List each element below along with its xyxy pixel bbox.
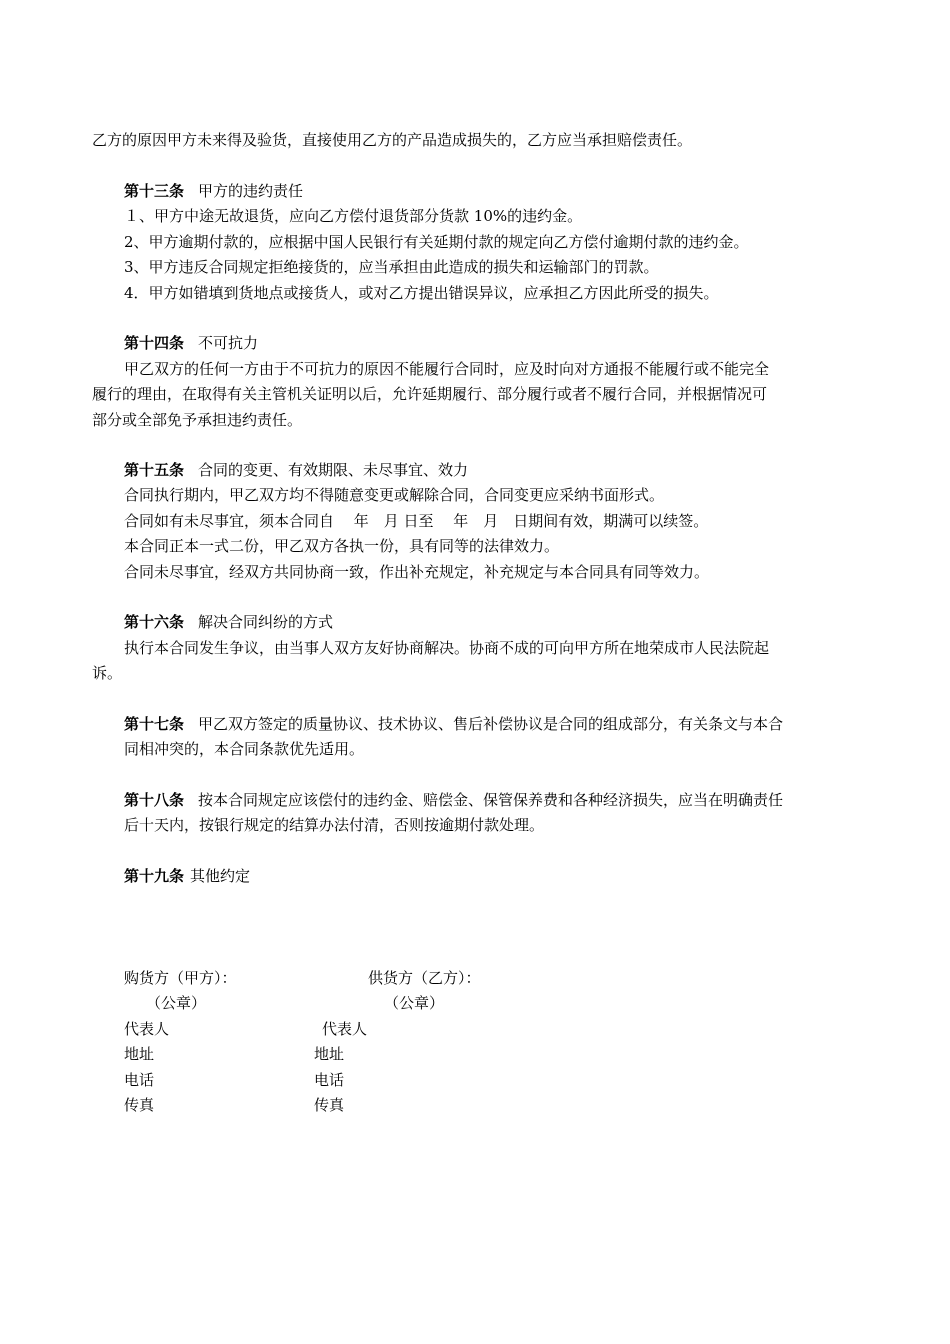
seller-label: 供货方（乙方）： xyxy=(368,969,481,987)
buyer-seal: （公章） xyxy=(146,994,207,1012)
buyer-label: 购货方（甲方）： xyxy=(124,969,237,987)
article-16-heading xyxy=(124,612,894,632)
article-16-line-2: 诉。 xyxy=(92,664,123,682)
article-13-number: 第十三条 xyxy=(124,182,185,200)
article-14-title: 不可抗力 xyxy=(198,334,259,352)
article-15-line-4: 合同未尽事宜，经双方共同协商一致，作出补充规定，补充规定与本合同具有同等效力。 xyxy=(124,563,710,581)
article-15-heading xyxy=(124,460,894,480)
seller-representative: 代表人 xyxy=(322,1020,368,1038)
article-13-title: 甲方的违约责任 xyxy=(198,182,304,200)
article-15-title: 合同的变更、有效期限、未尽事宜、效力 xyxy=(198,461,469,479)
article-17-line-2: 同相冲突的，本合同条款优先适用。 xyxy=(124,740,365,758)
buyer-phone: 电话 xyxy=(124,1071,155,1089)
article-13-item-3: 3、甲方违反合同规定拒绝接货的，应当承担由此造成的损失和运输部门的罚款。 xyxy=(124,258,659,276)
article-13-item-2: 2、甲方逾期付款的，应根据中国人民银行有关延期付款的规定向乙方偿付逾期付款的违约金。 xyxy=(124,233,749,251)
intro-line: 乙方的原因甲方未来得及验货，直接使用乙方的产品造成损失的，乙方应当承担赔偿责任。 xyxy=(92,131,693,149)
article-14-line-3: 部分或全部免予承担违约责任。 xyxy=(92,411,303,429)
article-15-line-3: 本合同正本一式二份，甲乙双方各执一份，具有同等的法律效力。 xyxy=(124,537,560,555)
seller-phone: 电话 xyxy=(314,1071,345,1089)
article-18-text-1: 按本合同规定应该偿付的违约金、赔偿金、保管保养费和各种经济损失，应当在明确责任 xyxy=(198,791,784,809)
article-16-title: 解决合同纠纷的方式 xyxy=(198,613,334,631)
article-19-heading xyxy=(124,866,894,886)
article-17-number: 第十七条 xyxy=(124,715,185,733)
article-15-line-1: 合同执行期内，甲乙双方均不得随意变更或解除合同，合同变更应采纳书面形式。 xyxy=(124,486,665,504)
article-15-number: 第十五条 xyxy=(124,461,185,479)
article-19-title: 其他约定 xyxy=(190,867,251,885)
article-19-number: 第十九条 xyxy=(124,867,185,885)
buyer-address: 地址 xyxy=(124,1045,155,1063)
article-18-line-2: 后十天内，按银行规定的结算办法付清，否则按逾期付款处理。 xyxy=(124,816,545,834)
buyer-representative: 代表人 xyxy=(124,1020,170,1038)
article-13-heading xyxy=(124,181,894,201)
article-18-number: 第十八条 xyxy=(124,791,185,809)
article-14-line-1: 甲乙双方的任何一方由于不可抗力的原因不能履行合同时，应及时向对方通报不能履行或不能完全 xyxy=(124,360,770,378)
seller-seal: （公章） xyxy=(384,994,445,1012)
article-18-line-1 xyxy=(124,790,894,810)
buyer-fax: 传真 xyxy=(124,1096,155,1114)
article-15-line-2: 合同如有未尽事宜，须本合同自 年 月 日至 年 月 日期间有效，期满可以续签。 xyxy=(124,512,709,530)
article-13-item-1: １、甲方中途无故退货，应向乙方偿付退货部分货款 10%的违约金。 xyxy=(124,207,583,225)
article-14-line-2: 履行的理由，在取得有关主管机关证明以后，允许延期履行、部分履行或者不履行合同，并根据情况可 xyxy=(92,385,768,403)
seller-fax: 传真 xyxy=(314,1096,345,1114)
article-17-line-1 xyxy=(124,714,894,734)
article-17-text-1: 甲乙双方签定的质量协议、技术协议、售后补偿协议是合同的组成部分，有关条文与本合 xyxy=(198,715,784,733)
article-13-item-4: 4．甲方如错填到货地点或接货人，或对乙方提出错误异议，应承担乙方因此所受的损失。 xyxy=(124,284,719,302)
seller-address: 地址 xyxy=(314,1045,345,1063)
article-14-number: 第十四条 xyxy=(124,334,185,352)
article-14-heading xyxy=(124,333,894,353)
article-16-number: 第十六条 xyxy=(124,613,185,631)
article-16-line-1: 执行本合同发生争议，由当事人双方友好协商解决。协商不成的可向甲方所在地荣成市人民法院起 xyxy=(124,639,770,657)
